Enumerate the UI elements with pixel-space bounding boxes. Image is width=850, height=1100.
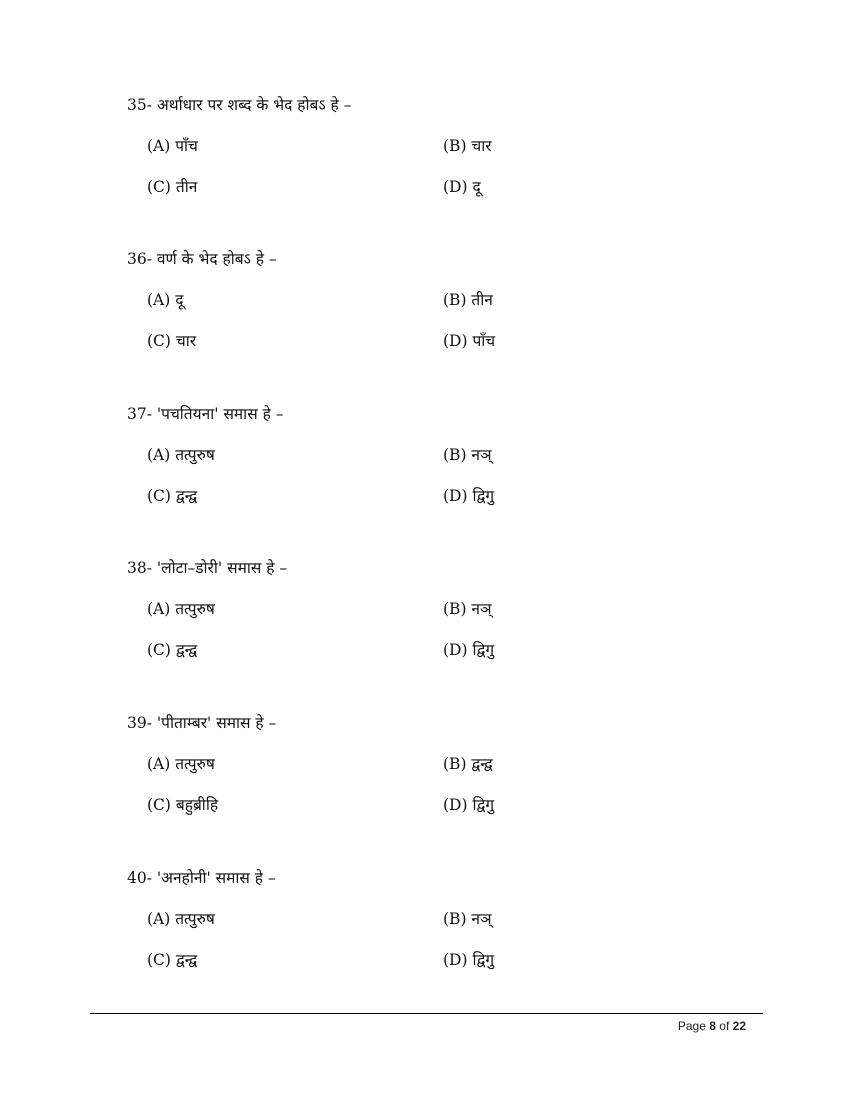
option-row <box>147 908 787 930</box>
question-40 <box>127 867 787 971</box>
option-row <box>147 598 787 620</box>
page-label: Page <box>677 1019 706 1033</box>
page-footer <box>678 1019 746 1033</box>
option-a: (A) तत्पुरुष <box>147 910 215 928</box>
option-c: (C) बहुब्रीहि <box>147 796 219 814</box>
question-38 <box>127 557 787 661</box>
question-39 <box>127 712 787 816</box>
option-c: (C) द्वन्द्व <box>147 641 198 659</box>
option-row <box>147 753 787 775</box>
option-row <box>147 135 787 157</box>
option-d: (D) दू <box>443 178 481 196</box>
question-36 <box>127 248 787 352</box>
option-row <box>147 176 787 198</box>
question-text: 40- 'अनहोनी' समास हे – <box>127 869 276 887</box>
option-row <box>147 485 787 507</box>
option-d: (D) द्विगु <box>443 951 495 969</box>
option-b: (B) द्वन्द्व <box>443 755 493 773</box>
option-a: (A) दू <box>147 291 184 309</box>
option-d: (D) पाँच <box>443 332 496 350</box>
question-text: 38- 'लोटा–डोरी' समास हे – <box>127 559 288 577</box>
option-a: (A) तत्पुरुष <box>147 600 215 618</box>
option-d: (D) द्विगु <box>443 796 495 814</box>
option-row <box>147 794 787 816</box>
option-a: (A) तत्पुरुष <box>147 755 215 773</box>
option-row <box>147 639 787 661</box>
option-c: (C) चार <box>147 332 197 350</box>
question-text: 37- 'पचतियना' समास हे – <box>127 405 284 423</box>
question-text: 35- अर्थाधार पर शब्द के भेद होबऽ हे – <box>127 96 352 114</box>
option-c: (C) द्वन्द्व <box>147 951 198 969</box>
option-row <box>147 949 787 971</box>
total-pages: 22 <box>732 1019 746 1033</box>
option-b: (B) तीन <box>443 291 493 309</box>
question-35 <box>127 94 787 198</box>
question-text: 36- वर्ण के भेद होबऽ हे – <box>127 250 277 268</box>
option-a: (A) पाँच <box>147 137 198 155</box>
option-b: (B) चार <box>443 137 492 155</box>
option-d: (D) द्विगु <box>443 641 495 659</box>
option-c: (C) तीन <box>147 178 198 196</box>
option-b: (B) नञ् <box>443 910 492 928</box>
option-row <box>147 289 787 311</box>
option-a: (A) तत्पुरुष <box>147 446 215 464</box>
option-b: (B) नञ् <box>443 446 492 464</box>
page-number: 8 <box>709 1019 716 1033</box>
of-label: of <box>719 1019 730 1033</box>
option-d: (D) द्विगु <box>443 487 495 505</box>
option-c: (C) द्वन्द्व <box>147 487 198 505</box>
option-b: (B) नञ् <box>443 600 492 618</box>
option-row <box>147 330 787 352</box>
question-text: 39- 'पीताम्बर' समास हे – <box>127 714 277 732</box>
question-37 <box>127 403 787 507</box>
option-row <box>147 444 787 466</box>
footer-divider <box>90 1013 763 1014</box>
